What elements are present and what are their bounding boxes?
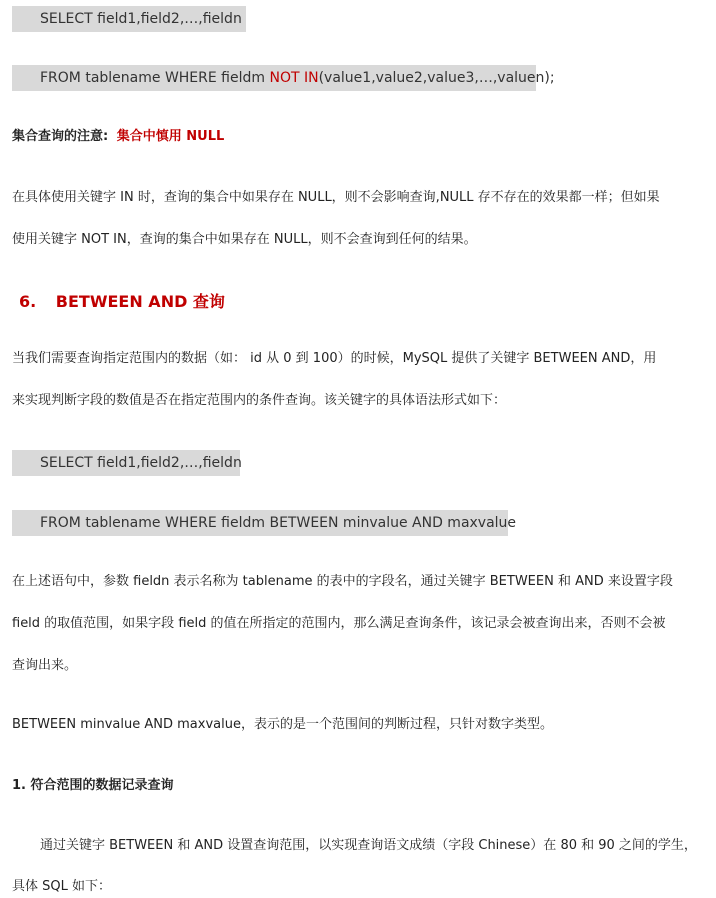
note-paragraph-line-2: 使用关键字 NOT IN，查询的集合中如果存在 NULL，则不会查询到任何的结果。 — [12, 232, 477, 247]
code-block-from-not-in — [12, 65, 555, 91]
intro-line-2: 来实现判断字段的数值是否在指定范围内的条件查询。该关键字的具体语法形式如下： — [12, 393, 507, 408]
section-number: 6. — [19, 292, 37, 311]
between-note: BETWEEN minvalue AND maxvalue，表示的是一个范围间的判断过程，只针对数字类型。 — [12, 717, 553, 732]
explain-line-1: 在上述语句中，参数 fieldn 表示名称为 tablename 的表中的字段名，通过关键字 BETWEEN 和 AND 来设置字段 — [12, 574, 673, 589]
example-line-2: 具体 SQL 如下： — [12, 879, 111, 894]
code-from-prefix: FROM tablename WHERE fieldm — [40, 70, 270, 86]
code-block-between — [12, 510, 517, 536]
code-select-text: SELECT field1,field2,…,fieldn — [40, 11, 242, 27]
code-from-suffix: (value1,value2,value3,…,valuen); — [318, 70, 555, 86]
code-block-select — [12, 6, 246, 32]
code-block-select-2 — [12, 450, 240, 476]
intro-line-1: 当我们需要查询指定范围内的数据（如： id 从 0 到 100）的时候，MySQL 提供了关键字 BETWEEN AND，用 — [12, 351, 657, 366]
example-line-1: 通过关键字 BETWEEN 和 AND 设置查询范围，以实现查询语文成绩（字段 Chinese）在 80 和 90 之间的学生， — [40, 838, 697, 853]
explain-line-3: 查询出来。 — [12, 658, 78, 673]
section-title: BETWEEN AND 查询 — [55, 292, 225, 311]
code-not-in-keyword: NOT IN — [269, 70, 319, 86]
note-heading — [12, 127, 224, 147]
subheading: 1. 符合范围的数据记录查询 — [12, 778, 174, 793]
note-paragraph-line-1: 在具体使用关键字 IN 时，查询的集合中如果存在 NULL，则不会影响查询,NULL 存不存在的效果都一样；但如果 — [12, 190, 660, 205]
note-label: 集合查询的注意: — [12, 129, 109, 144]
code-select-text-2: SELECT field1,field2,…,fieldn — [40, 455, 242, 471]
note-highlight: 集合中慎用 NULL — [116, 129, 225, 144]
explain-line-2: field 的取值范围，如果字段 field 的值在所指定的范围内，那么满足查询条件，该记录会被查询出来，否则不会被 — [12, 616, 666, 631]
code-between-text: FROM tablename WHERE fieldm BETWEEN minvalue AND maxvalue — [40, 515, 517, 531]
section-heading — [19, 289, 225, 312]
